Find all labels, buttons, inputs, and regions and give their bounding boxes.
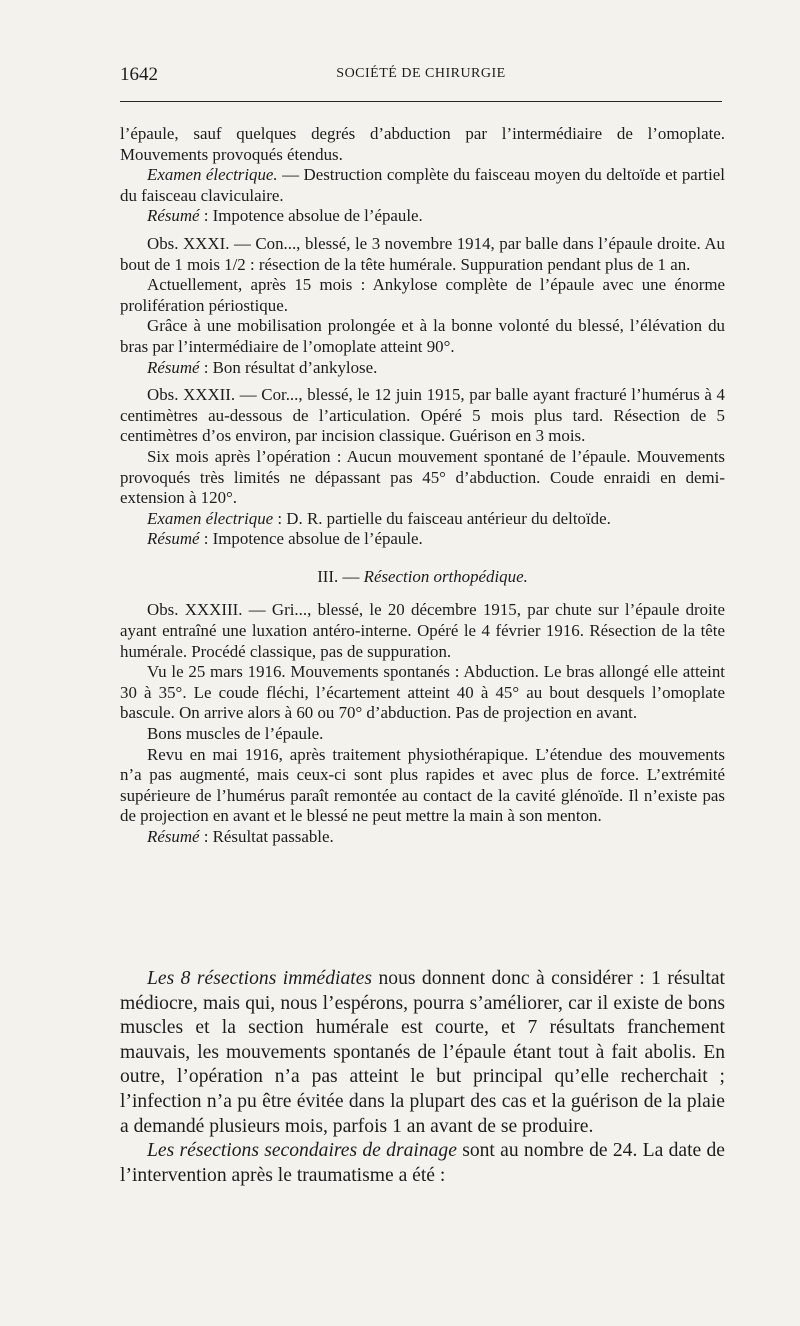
summary-label: Résumé (147, 206, 200, 226)
summary-label: Résumé (147, 529, 200, 549)
obs33-lead: Obs. XXXIII. — Gri..., blessé, le 20 décembre 1915, par chute sur l’épaule droite ayant entraîné une luxation antéro-interne. Opéré le 4 février 1916. Résection de la tête humérale. Procédé classique, pas de suppuration. (120, 600, 725, 661)
header-rule (120, 101, 722, 102)
obs31-summary (120, 358, 725, 379)
page-number: 1642 (120, 64, 158, 85)
immediate-resections-label: Les 8 résections immédiates (147, 968, 373, 989)
obs33-summary (120, 827, 725, 848)
running-title: SOCIÉTÉ DE CHIRURGIE (336, 66, 506, 81)
section-number: III. — (317, 566, 364, 586)
obs32-lead: Obs. XXXII. — Cor..., blessé, le 12 juin 1915, par balle ayant fracturé l’humérus à 4 centimètres au-dessous de l’articulation. Opéré 5 mois plus tard. Résection de 5 centimètres d’os environ, par incision classique. Guérison en 3 mois. (120, 385, 725, 446)
observations-text (120, 124, 725, 848)
conclusion-paragraph-1-text: nous donnent donc à considérer : 1 résultat médiocre, mais qui, nous l’espérons, pourra s’améliorer, car il existe de bons muscles et la section humérale est courte, et 7 résultats franchement mauvais, les mouvements spontanés de l’épaule étant tout à fait abolis. En outre, l’opération n’a pas atteint le but principal qu’elle recherchait ; l’infection n’a pu être évitée dans la plupart des cas et la guérison de la plaie a demandé plusieurs mois, parfois 1 an avant de se produire. (120, 968, 725, 1137)
summary-label: Résumé (147, 357, 200, 377)
exam-text: — Destruction complète du faisceau moyen du deltoïde et partiel du faisceau claviculaire. (120, 165, 725, 205)
obs32-exam (120, 509, 725, 530)
summary-text: : Impotence absolue de l’épaule. (199, 206, 423, 226)
summary-text: : Résultat passable. (199, 827, 334, 846)
obs32-summary (120, 529, 725, 550)
obs32-after: Six mois après l’opération : Aucun mouvement spontané de l’épaule. Mouvements provoqués très limités ne dépassant pas 45° d’abduction. Coude enraidi en demi-extension à 120°. (120, 446, 725, 508)
exam-label: Examen électrique (147, 508, 274, 528)
obs33-muscles: Bons muscles de l’épaule. (147, 724, 324, 744)
obs33-seen: Vu le 25 mars 1916. Mouvements spontanés : Abduction. Le bras allongé elle atteint 30 à 35°. Le coude fléchi, l’écartement atteint 40 à 45° au bout desquels l’omoplate bascule. On arrive alors à 60 ou 70° d’abduction. Pas de projection en avant. (120, 662, 725, 723)
page-header (120, 64, 722, 90)
obs30-exam (120, 165, 725, 206)
obs30-continuation: l’épaule, sauf quelques degrés d’abduction par l’intermédiaire de l’omoplate. Mouvements provoqués étendus. (120, 124, 725, 164)
secondary-resections-label: Les résections secondaires de drainage (147, 1140, 457, 1162)
obs31-lead: Obs. XXXI. — Con..., blessé, le 3 novembre 1914, par balle dans l’épaule droite. Au bout de 1 mois 1/2 : résection de la tête humérale. Suppuration pendant plus de 1 an. (120, 233, 725, 274)
obs30-summary (120, 206, 725, 227)
obs31-mobilisation: Grâce à une mobilisation prolongée et à la bonne volonté du blessé, l’élévation du bras par l’intermédiaire de l’omoplate atteint 90°. (120, 316, 725, 356)
conclusion-text (120, 967, 725, 1188)
summary-text: : Bon résultat d’ankylose. (199, 357, 378, 377)
conclusion-paragraph-2 (120, 1139, 725, 1188)
conclusion-paragraph-2-text: sont au nombre de 24. La date de l’intervention après le traumatisme a été : (120, 1140, 725, 1186)
section-heading (120, 567, 725, 588)
summary-label: Résumé (147, 827, 200, 846)
exam-text: : D. R. partielle du faisceau antérieur du deltoïde. (273, 508, 611, 528)
conclusion-paragraph-1 (120, 967, 725, 1139)
summary-text: : Impotence absolue de l’épaule. (199, 529, 423, 549)
section-title: Résection orthopédique. (363, 566, 528, 586)
obs31-current: Actuellement, après 15 mois : Ankylose complète de l’épaule avec une énorme prolifération périostique. (120, 275, 725, 315)
exam-label: Examen électrique. (147, 165, 278, 185)
obs33-revisit: Revu en mai 1916, après traitement physiothérapique. L’étendue des mouvements n’a pas augmenté, mais ceux-ci sont plus rapides et avec plus de force. L’extrémité supérieure de l’humérus paraît remontée au contact de la cavité glénoïde. Il n’existe pas de projection en avant et le blessé ne peut mettre la main à son menton. (120, 744, 725, 826)
